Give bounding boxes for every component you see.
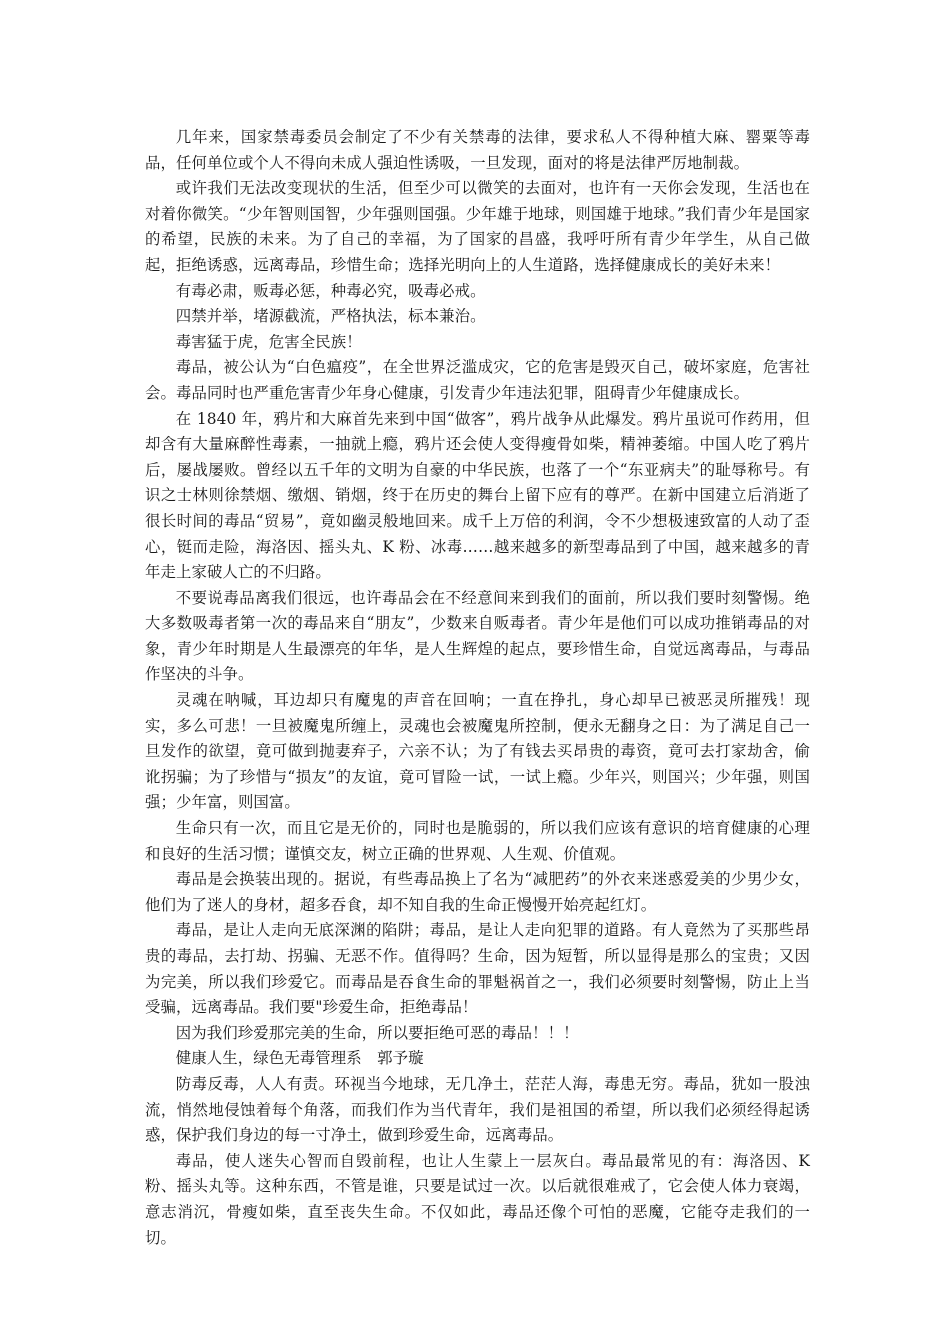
paragraph-disguised-drugs: 毒品是会换装出现的。据说，有些毒品换上了名为“减肥药”的外衣来迷惑爱美的少男少女，他们为了迷人的身材，超多吞食，却不知自我的生命正慢慢开始亮起红灯。 [145,870,810,914]
paragraph-white-plague: 毒品，被公认为“白色瘟疫”，在全世界泛滥成灾，它的危害是毁灭自己，破坏家庭，危害社会。毒品同时也严重危害青少年身心健康，引发青少年违法犯罪，阻碍青少年健康成长。 [145,358,810,402]
paragraph-trap-of-drugs: 毒品，是让人走向无底深渊的陷阱；毒品，是让人走向犯罪的道路。有人竟然为了买那些昂贵的毒品，去打劫、拐骗、无恶不作。值得吗？生命，因为短暂，所以显得是那么的宝贵；又因为完美，所以我们珍爱它。而毒品是吞食生命的罪魁祸首之一，我们必须要时刻警惕，防止上当受骗，远离毒品。我们要"珍爱生命，拒绝毒品！ [145,921,810,1017]
paragraph-life-only-once: 生命只有一次，而且它是无价的，同时也是脆弱的，所以我们应该有意识的培育健康的心理和良好的生活习惯；谨慎交友，树立正确的世界观、人生观、价值观。 [145,819,810,863]
paragraph-smile-at-life: 或许我们无法改变现状的生活，但至少可以微笑的去面对，也许有一天你会发现，生活也在对着你微笑。“少年智则国智，少年强则国强。少年雄于地球，则国雄于地球。”我们青少年是国家的希望，民族的未来。为了自己的幸福，为了国家的昌盛，我呼吁所有青少年学生，从自己做起，拒绝诱惑，远离毒品，珍惜生命；选择光明向上的人生道路，选择健康成长的美好未来！ [145,179,810,274]
paragraph-slogan-2: 四禁并举，堵源截流，严格执法，标本兼治。 [175,307,486,326]
paragraph-slogan-3: 毒害猛于虎，危害全民族！ [175,332,362,351]
paragraph-everyone-responsible: 防毒反毒，人人有责。环视当今地球，无几净土，茫茫人海，毒患无穷。毒品，犹如一股浊流，悄然地侵蚀着每个角落，而我们作为当代青年，我们是祖国的希望，所以我们必须经得起诱惑，保护我们身边的每一寸净土，做到珍爱生命，远离毒品。 [145,1074,810,1145]
document-page [145,125,810,1251]
paragraph-soul-crying: 灵魂在呐喊，耳边却只有魔鬼的声音在回响；一直在挣扎，身心却早已被恶灵所摧残！现实，多么可悲！一旦被魔鬼所缠上，灵魂也会被魔鬼所控制，便永无翻身之日：为了满足自己一旦发作的欲望，竟可做到抛妻弃子，六亲不认；为了有钱去买昂贵的毒资，竟可去打家劫舍，偷讹拐骗；为了珍惜与“损友”的友谊，竟可冒险一试，一试上瘾。少年兴，则国兴；少年强，则国强；少年富，则国富。 [145,691,810,812]
paragraph-reject-drugs: 因为我们珍爱那完美的生命，所以要拒绝可恶的毒品！！！ [175,1023,579,1042]
paragraph-drug-types: 毒品，使人迷失心智而自毁前程，也让人生蒙上一层灰白。毒品最常见的有：海洛因、K 粉、摇头丸等。这种东西，不管是谁，只要是试过一次。以后就很难戒了，它会使人体力衰竭，意志消沉，骨瘦如柴，直至丧失生命。不仅如此，毒品还像个可怕的恶魔，它能夺走我们的一切。 [145,1151,810,1247]
paragraph-stay-alert: 不要说毒品离我们很远，也许毒品会在不经意间来到我们的面前，所以我们要时刻警惕。绝大多数吸毒者第一次的毒品来自“朋友”，少数来自贩毒者。青少年是他们可以成功推销毒品的对象，青少年时期是人生最漂亮的年华，是人生辉煌的起点，要珍惜生命，自觉远离毒品，与毒品作坚决的斗争。 [145,588,810,684]
paragraph-legislation: 几年来，国家禁毒委员会制定了不少有关禁毒的法律，要求私人不得种植大麻、罂粟等毒品，任何单位或个人不得向未成人强迫性诱吸，一旦发现，面对的将是法律严厉地制裁。 [145,128,810,172]
paragraph-slogan-1: 有毒必肃，贩毒必惩，种毒必究，吸毒必戒。 [175,281,486,300]
paragraph-byline: 健康人生，绿色无毒管理系 郭予璇 [175,1049,424,1068]
paragraph-history-1840: 在 1840 年，鸦片和大麻首先来到中国“做客”，鸦片战争从此爆发。鸦片虽说可作药用，但却含有大量麻醉性毒素，一抽就上瘾，鸦片还会使人变得瘦骨如柴，精神萎缩。中国人吃了鸦片后，屡战屡败。曾经以五千年的文明为自豪的中华民族，也落了一个“东亚病夫”的耻辱称号。有识之士林则徐禁烟、缴烟、销烟，终于在历史的舞台上留下应有的尊严。在新中国建立后消逝了很长时间的毒品“贸易”，竟如幽灵般地回来。成千上万倍的利润，令不少想极速致富的人动了歪心，铤而走险，海洛因、摇头丸、K 粉、冰毒……越来越多的新型毒品到了中国，越来越多的青年走上家破人亡的不归路。 [145,409,810,582]
